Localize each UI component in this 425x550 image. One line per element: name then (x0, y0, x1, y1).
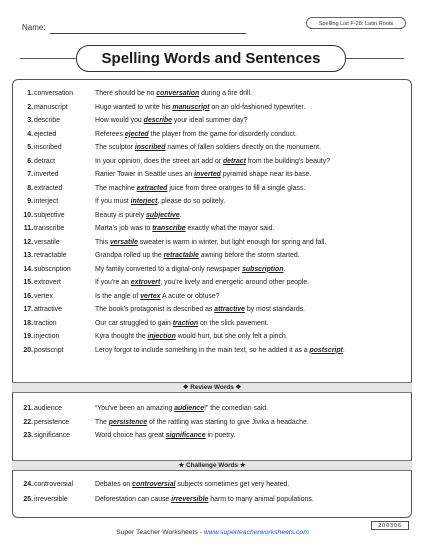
word-number: 8. (27, 184, 33, 192)
sentence-text: subjects sometimes get very heated. (175, 481, 290, 488)
spelling-word: extrovert (34, 279, 61, 286)
footer-text: Super Teacher Worksheets - (116, 529, 204, 536)
review-words-header (12, 382, 412, 393)
example-sentence (95, 170, 410, 179)
word-number: 3. (27, 117, 33, 124)
word-number: 22. (23, 418, 33, 426)
spelling-word: describe (34, 117, 61, 124)
example-sentence (95, 103, 410, 112)
spelling-word: transcribe (34, 225, 65, 232)
example-sentence (95, 89, 410, 98)
spelling-word: traction (34, 319, 57, 327)
example-sentence (95, 404, 410, 413)
spelling-word: interject (34, 198, 59, 205)
sentence-text: your ideal summer day? (172, 117, 248, 124)
word-number: 20. (23, 346, 33, 354)
sentence-text: The sculptor (95, 144, 135, 151)
example-sentence (95, 346, 410, 355)
sentence-text: , please do so politely. (157, 198, 226, 205)
spelling-word: irreversible (34, 495, 68, 503)
sentence-text: Hugo wanted to write his (95, 103, 173, 111)
example-sentence (95, 116, 410, 125)
sentence-text: Our car struggled to gain (95, 319, 173, 327)
sentence-text: !” the comedian said. (204, 405, 269, 412)
sentence-text: juice from three oranges to fill a single glass. (167, 184, 306, 192)
page-title: Spelling Words and Sentences (76, 45, 346, 72)
word-number: 5. (27, 144, 33, 151)
sentence-text: exactly what the mayor said. (185, 225, 275, 232)
name-line (50, 33, 246, 34)
sentence-text: Leroy forgot to include something in the main text, so he added it as a (95, 346, 310, 354)
word-number: 4. (27, 130, 33, 138)
spelling-word: inverted (34, 171, 59, 178)
highlighted-word: traction (172, 319, 199, 327)
highlighted-word: manuscript (172, 103, 210, 111)
highlighted-word: describe (143, 117, 172, 124)
sentence-text: awning before the storm started. (198, 252, 300, 259)
highlighted-word: inverted (194, 171, 221, 178)
highlighted-word: extracted (136, 184, 168, 192)
sentence-text: the player from the game for disorderly conduct. (148, 130, 297, 138)
word-number: 18. (23, 319, 33, 327)
highlighted-word: extrovert (130, 279, 161, 286)
sentence-text: Grandpa rolled up the (95, 252, 164, 259)
spelling-word: subjective (34, 211, 65, 219)
sentence-text: Kyra thought the (95, 333, 148, 340)
spelling-word: inscribed (34, 144, 62, 151)
highlighted-word: irreversible (171, 495, 209, 503)
sentence-text: The (95, 418, 109, 426)
sentence-text: would hurt, but she only felt a pinch. (175, 333, 288, 340)
spelling-word: conversation (34, 90, 74, 97)
sentence-text: . (342, 346, 345, 354)
spelling-word: ejected (34, 130, 57, 138)
example-sentence (95, 292, 410, 301)
spelling-word: vertex (34, 292, 53, 300)
word-number: 10. (23, 211, 33, 219)
sentence-text: A acute or obtuse? (160, 292, 220, 300)
spelling-word: controversial (34, 481, 74, 488)
sentence-text: Beauty is purely (95, 211, 146, 219)
spelling-word: significance (34, 432, 71, 439)
highlighted-word: transcribe (152, 225, 186, 232)
example-sentence (95, 278, 410, 287)
example-sentence (95, 184, 410, 193)
example-sentence (95, 480, 410, 489)
sentence-text: Word choice has great (95, 432, 166, 439)
sentence-text: names of fallen soldiers directly on the monument. (165, 144, 321, 151)
highlighted-word: interject (130, 198, 158, 205)
sentence-text: from the building's beauty? (245, 157, 330, 165)
example-sentence (95, 143, 410, 152)
sentence-text: In your opinion, does the street art add or (95, 157, 223, 165)
sentence-text: Ranier Tower in Seattle uses an (95, 171, 195, 178)
spelling-word: injection (34, 333, 60, 340)
example-sentence (95, 332, 410, 341)
spelling-word: postscript (34, 346, 64, 354)
spelling-list-badge: Spelling List F-28: Latin Roots (306, 17, 406, 29)
word-number: 15. (23, 279, 33, 286)
spelling-word: subscription (34, 265, 71, 273)
word-number: 24. (23, 481, 33, 488)
word-number: 16. (23, 292, 33, 300)
sentence-text: harm to many animal populations. (208, 495, 314, 503)
highlighted-word: injection (147, 333, 176, 340)
example-sentence (95, 418, 410, 427)
worksheet-code: 200306 (371, 521, 409, 530)
name-label: Name: (22, 23, 46, 32)
sentence-text: by most standards. (244, 306, 306, 313)
sentence-text: If you're an (95, 279, 131, 286)
spelling-word: retractable (34, 252, 67, 259)
sentence-text: There should be no (95, 90, 157, 97)
highlighted-word: persistence (108, 418, 148, 426)
example-sentence (95, 224, 410, 233)
example-sentence (95, 238, 410, 247)
sentence-text: . (179, 211, 182, 219)
sentence-text: Marta's job was to (95, 225, 153, 232)
footer-url[interactable]: www.superteacherworksheets.com (203, 529, 309, 536)
spelling-word: audience (34, 405, 62, 412)
highlighted-word: conversation (156, 90, 200, 97)
footer (0, 529, 425, 536)
highlighted-word: inscribed (134, 144, 166, 151)
sentence-text: The book's protagonist is described as (95, 306, 215, 313)
word-number: 1. (27, 90, 33, 97)
sentence-text: The machine (95, 184, 137, 192)
sentence-text: in poetry. (205, 432, 236, 439)
example-sentence (95, 157, 410, 166)
word-number: 17. (23, 306, 33, 313)
sentence-text: If you must (95, 198, 131, 205)
spelling-word: extracted (34, 184, 63, 192)
challenge-words-label: ★ Challenge Words ★ (178, 462, 246, 469)
sentence-text: . (283, 265, 286, 273)
word-number: 7. (27, 171, 33, 178)
example-sentence (95, 431, 410, 440)
spelling-word: attractive (34, 306, 62, 313)
word-number: 14. (23, 265, 33, 273)
highlighted-word: ejected (124, 130, 149, 138)
sentence-text: My family converted to a digital-only newspaper (95, 265, 243, 273)
sentence-text: sweater is warm in winter, but light enough for spring and fall. (137, 238, 327, 246)
highlighted-word: versatile (109, 238, 138, 246)
word-number: 23. (23, 432, 33, 439)
highlighted-word: subjective (145, 211, 180, 219)
highlighted-word: postscript (309, 346, 343, 354)
word-number: 19. (23, 333, 33, 340)
spelling-word: manuscript (34, 103, 68, 111)
example-sentence (95, 211, 410, 220)
spelling-word: detract (34, 157, 56, 165)
word-number: 13. (23, 252, 33, 259)
sentence-text: How would you (95, 117, 144, 124)
spelling-word: persistence (34, 418, 70, 426)
highlighted-word: audience (174, 405, 205, 412)
example-sentence (95, 305, 410, 314)
sentence-text: Debates on (95, 481, 133, 488)
word-number: 11. (23, 225, 33, 232)
example-sentence (95, 197, 410, 206)
sentence-text: on the slick pavement. (198, 319, 269, 327)
sentence-text: of the rattling was starting to give Jivika a headache. (147, 418, 309, 426)
sentence-text: “You've been an amazing (95, 405, 175, 412)
sentence-text: Is the angle of (95, 292, 141, 300)
sentence-text: This (95, 238, 110, 246)
word-number: 25. (23, 495, 33, 503)
sentence-text: , you're lively and energetic around other people. (160, 279, 310, 286)
example-sentence (95, 251, 410, 260)
highlighted-word: retractable (163, 252, 199, 259)
sentence-text: Referees (95, 130, 125, 138)
highlighted-word: detract (222, 157, 246, 165)
sentence-text: Deforestation can cause (95, 495, 172, 503)
sentence-text: pyramid shape near its base. (220, 171, 312, 178)
example-sentence (95, 265, 410, 274)
sentence-text: on an old-fashioned typewriter. (209, 103, 306, 111)
word-number: 2. (27, 103, 33, 111)
highlighted-word: controversial (132, 481, 176, 488)
word-number: 9. (27, 198, 33, 205)
spelling-word: versatile (34, 238, 60, 246)
highlighted-word: vertex (140, 292, 161, 300)
word-number: 6. (27, 157, 33, 165)
sentence-text: during a fire drill. (199, 90, 253, 97)
word-number: 21. (23, 405, 33, 412)
highlighted-word: subscription (242, 265, 284, 273)
review-words-label: ❖ Review Words ❖ (182, 384, 242, 391)
highlighted-word: significance (165, 432, 206, 439)
example-sentence (95, 495, 410, 504)
example-sentence (95, 130, 410, 139)
word-number: 12. (23, 238, 33, 246)
highlighted-word: attractive (214, 306, 245, 313)
challenge-words-header (12, 460, 412, 471)
example-sentence (95, 319, 410, 328)
